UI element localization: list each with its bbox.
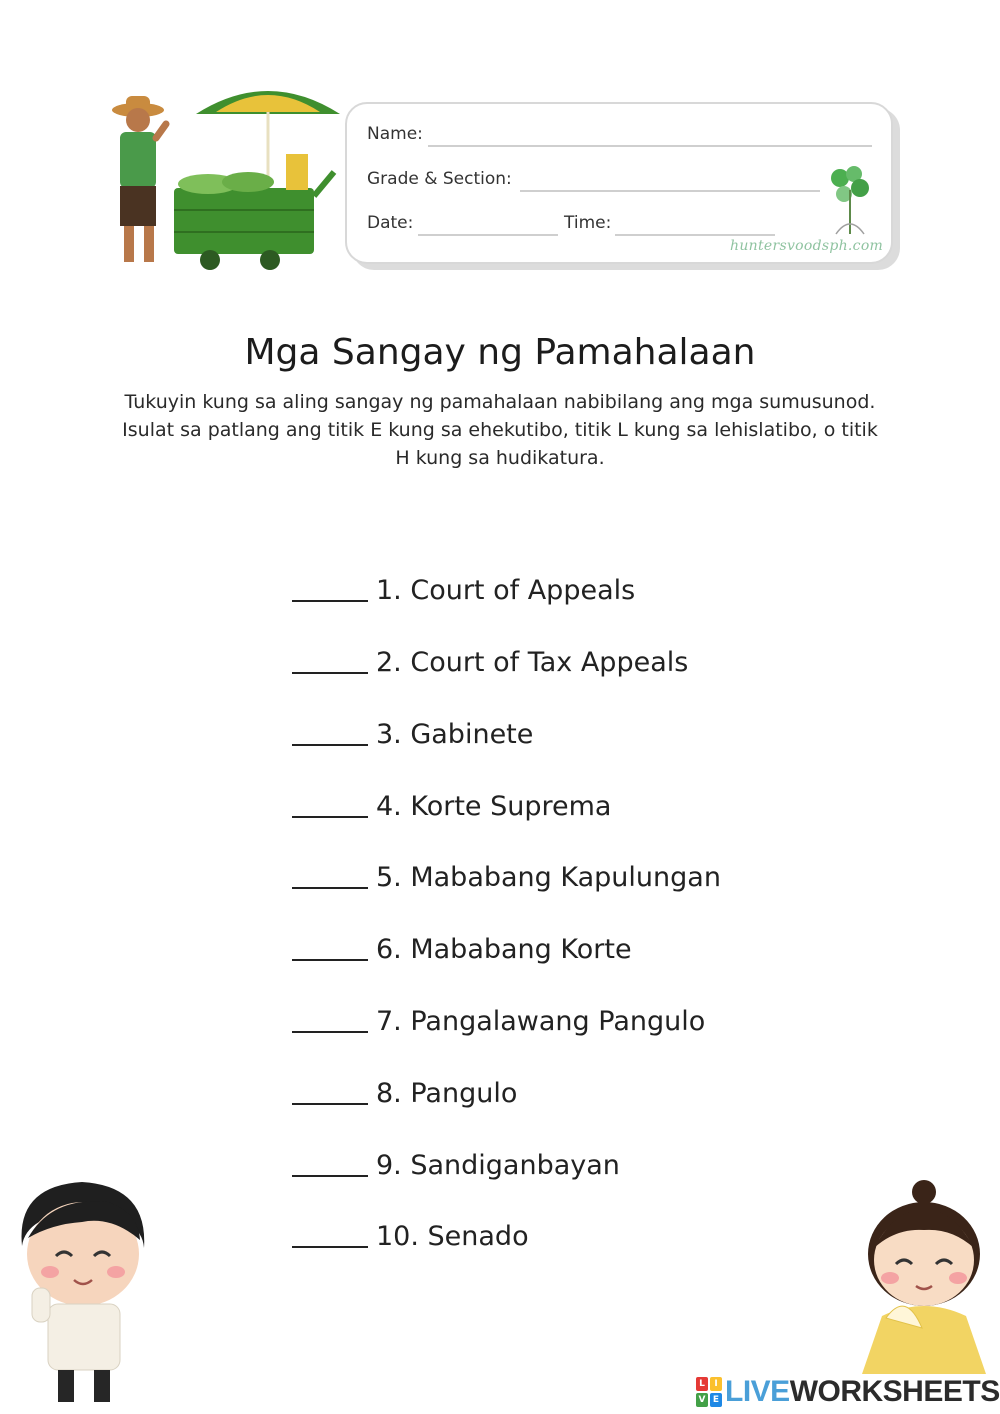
grade-section-line[interactable] [520, 190, 820, 192]
answer-blank[interactable] [292, 1246, 368, 1248]
item-label: 10. Senado [376, 1221, 529, 1252]
vendor-cart-illustration [98, 76, 343, 276]
brand-live: LIVE [725, 1375, 790, 1408]
item-label: 7. Pangalawang Pangulo [376, 1006, 706, 1037]
list-item [292, 1212, 529, 1252]
item-label: 5. Mababang Kapulungan [376, 862, 721, 893]
list-item [292, 925, 632, 965]
item-label: 9. Sandiganbayan [376, 1150, 620, 1181]
time-line[interactable] [615, 234, 775, 236]
list-item [292, 638, 688, 678]
date-label: Date: [367, 213, 414, 233]
grade-section-label: Grade & Section: [367, 169, 512, 189]
answer-blank[interactable] [292, 600, 368, 602]
girl-filipiniana-illustration [856, 1178, 992, 1374]
name-label: Name: [367, 124, 423, 144]
boy-barong-illustration [12, 1176, 154, 1406]
item-label: 4. Korte Suprema [376, 791, 612, 822]
time-label: Time: [564, 213, 612, 233]
site-watermark: huntersvoodsph.com [730, 238, 884, 254]
answer-blank[interactable] [292, 1031, 368, 1033]
item-label: 8. Pangulo [376, 1078, 518, 1109]
liveworksheets-wordmark [725, 1375, 1000, 1409]
item-label: 3. Gabinete [376, 719, 534, 750]
list-item [292, 1069, 517, 1109]
liveworksheets-icon: L I V E [696, 1377, 722, 1407]
list-item [292, 782, 611, 822]
list-item [292, 853, 721, 893]
item-label: 2. Court of Tax Appeals [376, 647, 689, 678]
list-item [292, 1141, 620, 1181]
instructions-text: Tukuyin kung sa aling sangay ng pamahalaan nabibilang ang mga sumusunod. Isulat sa patlang ang titik E kung sa ehekutibo, titik L kung sa lehislatibo, o titik H kung sa hudikatura. [122, 391, 878, 469]
answer-blank[interactable] [292, 672, 368, 674]
answer-blank[interactable] [292, 816, 368, 818]
answer-blank[interactable] [292, 887, 368, 889]
list-item [292, 566, 635, 606]
list-item [292, 997, 705, 1037]
name-line[interactable] [428, 145, 872, 147]
date-line[interactable] [418, 234, 558, 236]
plant-illustration [822, 164, 874, 240]
liveworksheets-logo[interactable] [696, 1372, 1000, 1412]
brand-worksheets: WORKSHEETS [789, 1375, 1000, 1408]
answer-blank[interactable] [292, 1103, 368, 1105]
answer-blank[interactable] [292, 744, 368, 746]
list-item [292, 710, 533, 750]
item-label: 1. Court of Appeals [376, 575, 636, 606]
answer-blank[interactable] [292, 1175, 368, 1177]
page-title: Mga Sangay ng Pamahalaan [244, 332, 756, 373]
item-label: 6. Mababang Korte [376, 934, 632, 965]
answer-blank[interactable] [292, 959, 368, 961]
